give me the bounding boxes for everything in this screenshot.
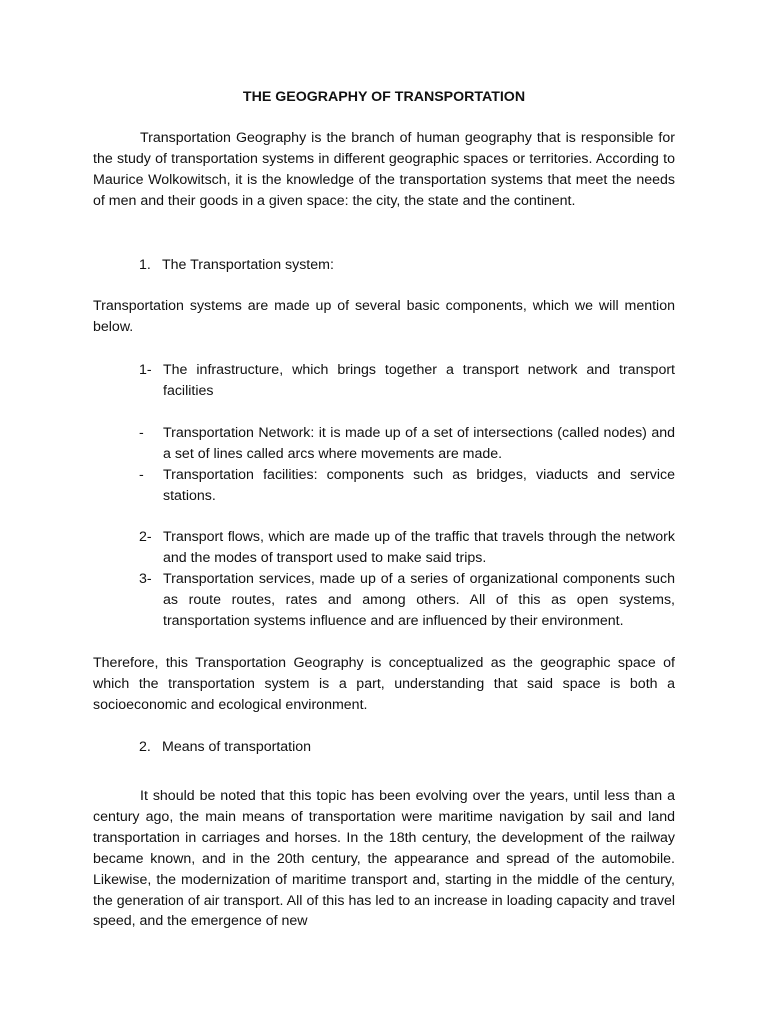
section-2-body-paragraph: It should be noted that this topic has been evolving over the years, until less than a century ago, the main means of transportation were maritime navigation by sail and land transportation in carriages and horses. In the 18th century, the development of the railway became known, and in the 20th century, the appearance and spread of the automobile. Likewise, the modernization of maritime transport and, starting in the middle of the century, the generation of air transport. All of this has led to an increase in loading capacity and travel speed, and the emergence of new [93,788,675,930]
section-1-lead-paragraph: Transportation systems are made up of several basic components, which we will mention below. [93,298,675,335]
section-2-heading [139,737,311,758]
list-item-flows [139,527,675,569]
list-item-network [139,423,675,465]
list-marker: - [139,467,144,483]
document-title: THE GEOGRAPHY OF TRANSPORTATION [242,89,526,105]
section-2-heading-text: Means of transportation [162,739,312,755]
list-item-facilities [139,465,675,507]
list-item-infrastructure [139,360,675,402]
list-item-text: The infrastructure, which brings together a transport network and transport facilities [163,362,675,399]
list-item-text: Transport flows, which are made up of the traffic that travels through the network and the modes of transport used to make said trips. [163,529,675,566]
list-marker: 1- [139,362,152,378]
section-1-conclusion-paragraph: Therefore, this Transportation Geography is conceptualized as the geographic space of which the transportation system is a part, understanding that said space is both a socioeconomic and ecological environment. [93,655,675,713]
list-item-text: Transportation services, made up of a series of organizational components such as route routes, rates and among others. All of this as open systems, transportation systems influence and are influenced by their environment. [163,571,675,629]
section-2-number: 2. [139,739,151,755]
section-1-number: 1. [139,257,151,273]
list-item-text: Transportation Network: it is made up of a set of intersections (called nodes) and a set of lines called arcs where movements are made. [163,425,675,462]
list-marker: - [139,425,144,441]
list-marker: 2- [139,529,152,545]
section-1-heading-text: The Transportation system: [162,257,334,273]
list-marker: 3- [139,571,152,587]
list-item-text: Transportation facilities: components such as bridges, viaducts and service stations. [163,467,675,504]
section-1-heading [139,255,334,276]
intro-paragraph: Transportation Geography is the branch of human geography that is responsible for the study of transportation systems in different geographic spaces or territories. According to Maurice Wolkowitsch, it is the knowledge of the transportation systems that meet the needs of men and their goods in a given space: the city, the state and the continent. [93,130,675,209]
list-item-services [139,569,675,632]
